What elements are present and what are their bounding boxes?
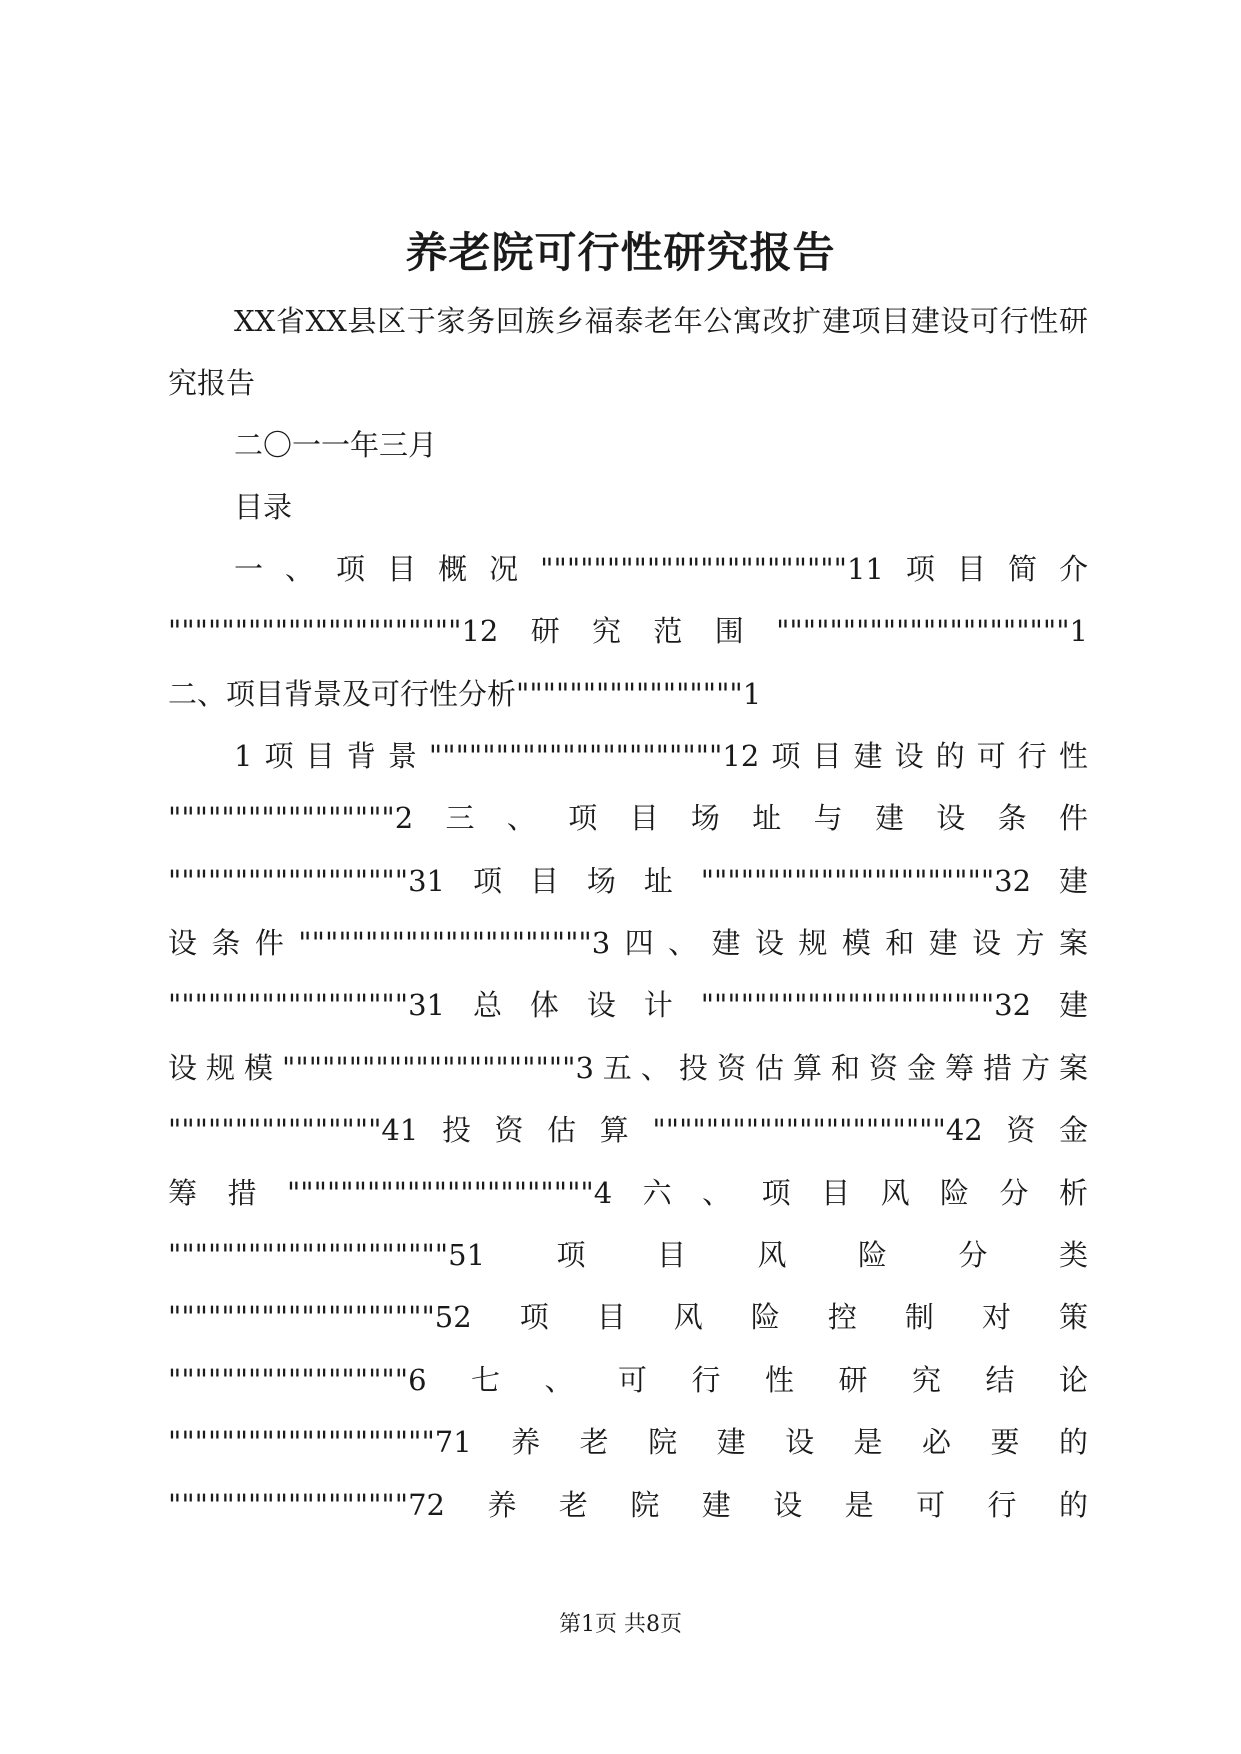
toc-line: """"""""""""""""""31项目场址""""""""""""""""""""""32建 [168,863,1088,898]
table-of-contents [168,538,1088,1536]
toc-line: """"""""""""""""""""52项目风险控制对策 [168,1300,1088,1335]
toc-line: 二、项目背景及可行性分析"""""""""""""""""1 [168,676,762,711]
toc-line: """"""""""""""""""6七、可行性研究结论 [168,1362,1088,1397]
toc-line: 设条件""""""""""""""""""""""3四、建设规模和建设方案 [168,926,1088,961]
document-body [168,290,1088,1536]
toc-line: """"""""""""""""""""""12研究范围""""""""""""""""""""""1 [168,614,1088,649]
toc-line: 一、项目概况"""""""""""""""""""""""11项目简介 [234,552,1088,586]
toc-line: 1项目背景""""""""""""""""""""""12项目建设的可行性 [234,738,1088,773]
date-paragraph: 二〇一一年三月 [234,428,438,462]
toc-line: 筹措"""""""""""""""""""""""4六、项目风险分析 [168,1175,1088,1210]
toc-line: """"""""""""""""""72养老院建设是可行的 [168,1487,1088,1522]
page-footer: 第1页 共8页 [559,1612,682,1637]
toc-line: """""""""""""""""""""51项目风险分类 [168,1238,1088,1273]
toc-line: """""""""""""""""2三、项目场址与建设条件 [168,801,1088,836]
toc-line: 设规模""""""""""""""""""""""3五、投资估算和资金筹措方案 [168,1050,1088,1085]
toc-line: """"""""""""""""41投资估算""""""""""""""""""""""42资金 [168,1113,1088,1148]
toc-heading: 目录 [234,490,293,524]
subtitle-paragraph: XX省XX县区于家务回族乡福泰老年公寓改扩建项目建设可行性研究报告 [168,304,1088,400]
toc-line: """"""""""""""""""31总体设计""""""""""""""""""""""32建 [168,988,1088,1023]
toc-line: """"""""""""""""""""71养老院建设是必要的 [168,1425,1088,1460]
document-title: 养老院可行性研究报告 [405,228,836,277]
